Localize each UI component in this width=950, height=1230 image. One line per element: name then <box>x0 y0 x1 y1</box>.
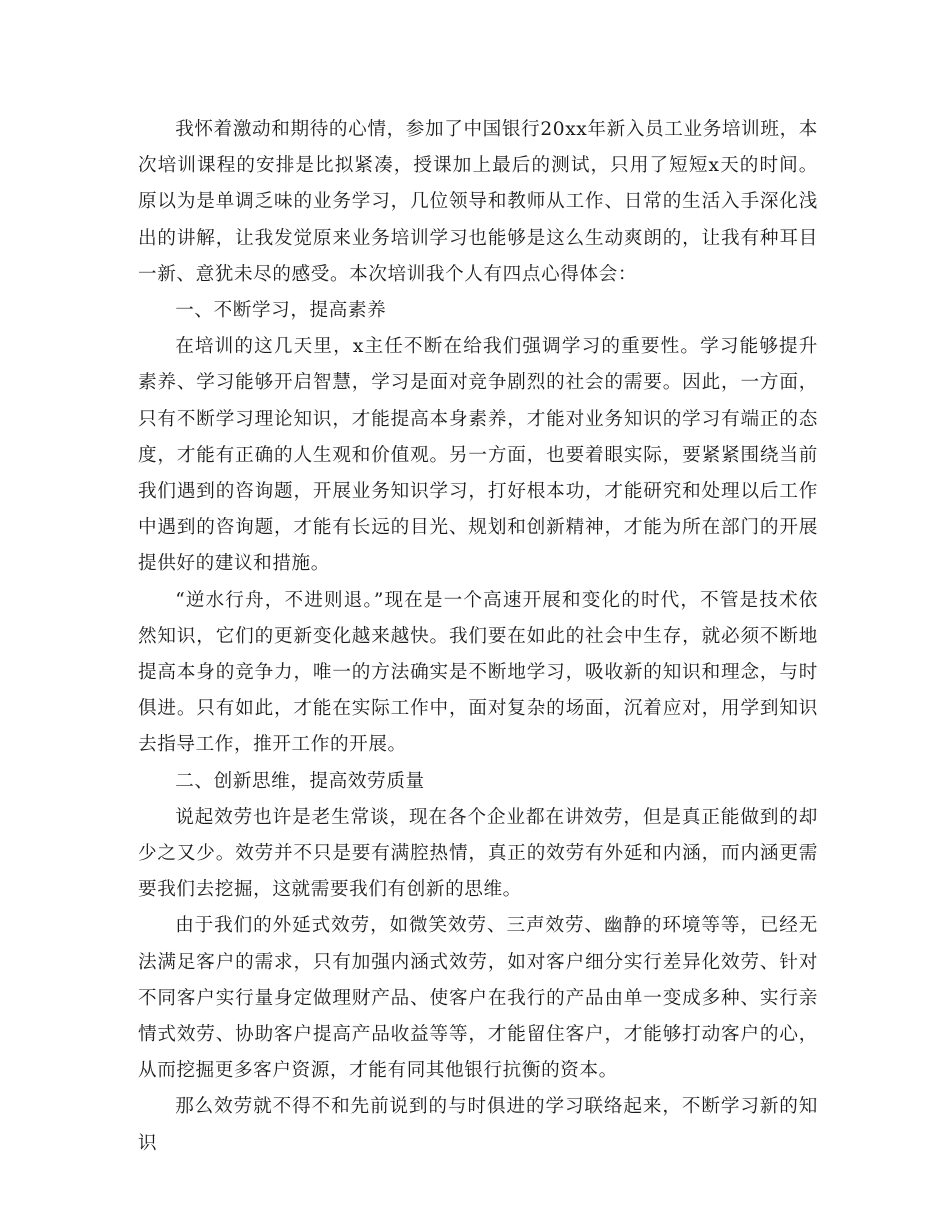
section-heading-2: 二、创新思维，提高效劳质量 <box>175 770 425 792</box>
paragraph-continued: 那么效劳就不得不和先前说到的与时俱进的学习联络起来，不断学习新的知识 <box>138 1096 818 1154</box>
paragraph-learning: 在培训的这几天里，x主任不断在给我们强调学习的重要性。学习能够提升素养、学习能够开启智慧，学习是面对竞争剧烈的社会的需要。因此，一方面，只有不断学习理论知识，才能提高本身素养，才能对业务知识的学习有端正的态度，才能有正确的人生观和价值观。另一方面，也要着眼实际，要紧紧围绕当前我们遇到的咨询题，开展业务知识学习，打好根本功，才能研究和处理以后工作中遇到的咨询题，才能有长远的目光、规划和创新精神，才能为所在部门的开展提供好的建议和措施。 <box>138 336 818 575</box>
paragraph-proverb: “逆水行舟，不进则退。”现在是一个高速开展和变化的时代，不管是技术依然知识，它们的更新变化越来越快。我们要在如此的社会中生存，就必须不断地提高本身的竞争力，唯一的方法确实是不断地学习，吸收新的知识和理念，与时俱进。只有如此，才能在实际工作中，面对复杂的场面，沉着应对，用学到知识去指导工作，推开工作的开展。 <box>138 589 818 756</box>
paragraph-extension: 由于我们的外延式效劳，如微笑效劳、三声效劳、幽静的环境等等，已经无法满足客户的需求，只有加强内涵式效劳，如对客户细分实行差异化效劳、针对不同客户实行量身定做理财产品、使客户在我行的产品由单一变成多种、实行亲情式效劳、协助客户提高产品收益等等，才能留住客户，才能够打动客户的心，从而挖掘更多客户资源，才能有同其他银行抗衡的资本。 <box>138 915 818 1082</box>
paragraph-service: 说起效劳也许是老生常谈，现在各个企业都在讲效劳，但是真正能做到的却少之又少。效劳并不只是要有满腔热情，真正的效劳有外延和内涵，而内涵更需要我们去挖掘，这就需要我们有创新的思维。 <box>138 806 818 901</box>
paragraph-intro: 我怀着激动和期待的心情，参加了中国银行20xx年新入员工业务培训班，本次培训课程的安排是比拟紧凑，授课加上最后的测试，只用了短短x天的时间。原以为是单调乏味的业务学习，几位领导和教师从工作、日常的生活入手深化浅出的讲解，让我发觉原来业务培训学习也能够是这么生动爽朗的，让我有种耳目一新、意犹未尽的感受。本次培训我个人有四点心得体会： <box>138 119 818 285</box>
section-heading-1: 一、不断学习，提高素养 <box>175 300 387 322</box>
document-body <box>138 112 818 1162</box>
